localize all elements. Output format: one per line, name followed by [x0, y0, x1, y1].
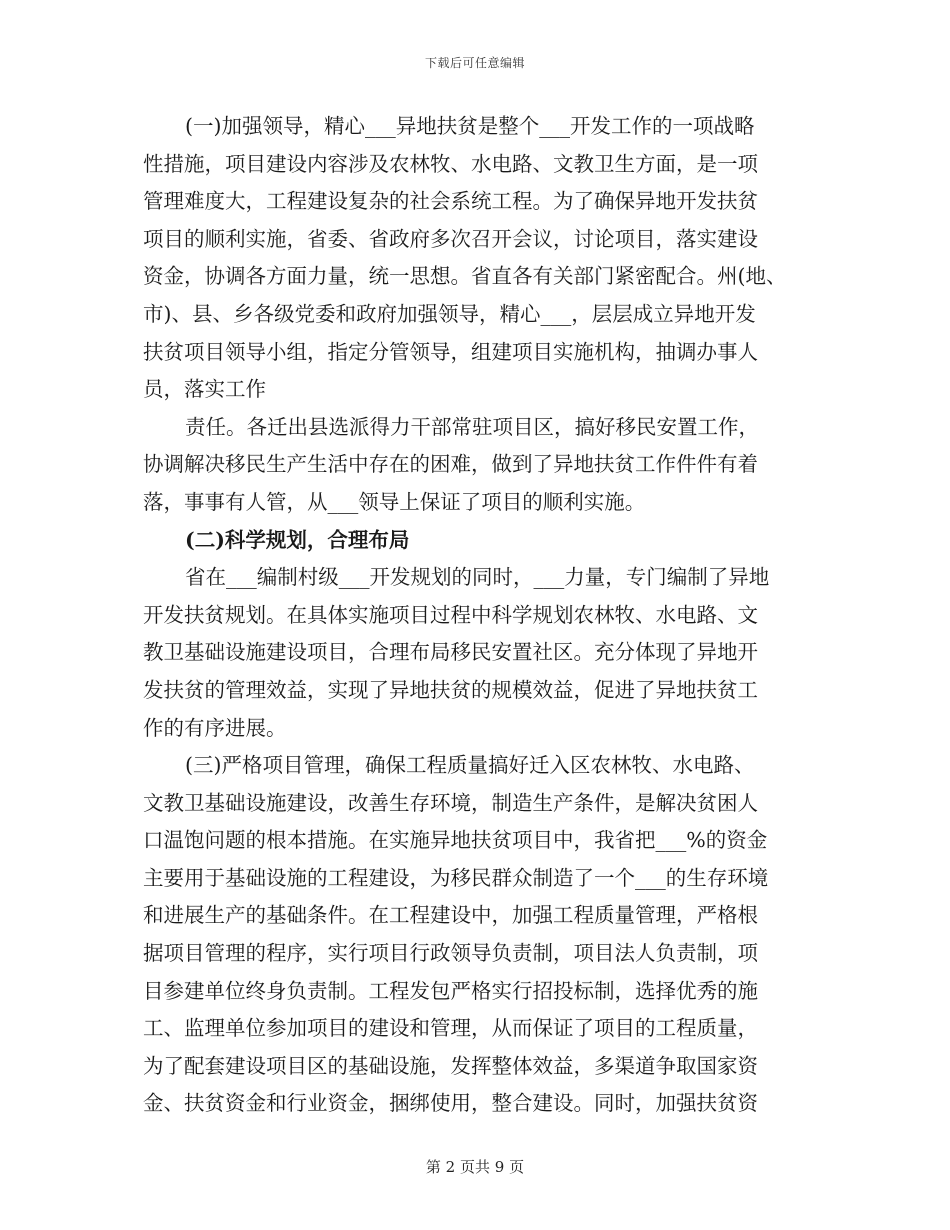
body-text-line: 作的有序进展。	[143, 715, 287, 740]
body-text-line: 主要用于基础设施的工程建设，为移民群众制造了一个___的生存环境	[143, 865, 769, 890]
body-text-line: 教卫基础设施建设项目，合理布局移民安置社区。充分体现了异地开	[143, 640, 758, 665]
body-text-line: 员，落实工作	[143, 377, 266, 402]
body-text-line: 资金，协调各方面力量，统一思想。省直各有关部门紧密配合。州(地、	[143, 264, 787, 289]
body-text-line: 目参建单位终身负责制。工程发包严格实行招投标制，选择优秀的施	[143, 978, 758, 1003]
body-text-line: 为了配套建设项目区的基础设施，发挥整体效益，多渠道争取国家资	[143, 1053, 758, 1078]
body-text-line: 省在___编制村级___开发规划的同时，___力量，专门编制了异地	[185, 565, 770, 590]
body-text-line: 落，事事有人管，从___领导上保证了项目的顺利实施。	[143, 489, 646, 514]
body-text-line: 口温饱问题的根本措施。在实施异地扶贫项目中，我省把___%的资金	[143, 828, 768, 853]
body-text-line: 文教卫基础设施建设，改善生存环境，制造生产条件，是解决贫困人	[143, 790, 758, 815]
body-text-line: 发扶贫的管理效益，实现了异地扶贫的规模效益，促进了异地扶贫工	[143, 677, 758, 702]
body-text-line: 扶贫项目领导小组，指定分管领导，组建项目实施机构，抽调办事人	[143, 339, 758, 364]
page-number-footer: 第 2 页共 9 页	[425, 1158, 525, 1176]
body-text-line: 金、扶贫资金和行业资金，捆绑使用，整合建设。同时，加强扶贫资	[143, 1091, 758, 1116]
body-text-line: 项目的顺利实施，省委、省政府多次召开会议，讨论项目，落实建设	[143, 226, 758, 251]
body-text-line: 管理难度大，工程建设复杂的社会系统工程。为了确保异地开发扶贫	[143, 189, 758, 214]
body-text-line: 责任。各迁出县选派得力干部常驻项目区，搞好移民安置工作，	[185, 414, 759, 439]
document-body	[143, 108, 815, 1123]
body-text-line: 工、监理单位参加项目的建设和管理，从而保证了项目的工程质量，	[143, 1016, 758, 1041]
body-text-line: (三)严格项目管理，确保工程质量搞好迁入区农林牧、水电路、	[185, 753, 755, 778]
body-text-line: (一)加强领导，精心___异地扶贫是整个___开发工作的一项战略	[185, 114, 755, 138]
body-text-line: 市)、县、乡各级党委和政府加强领导，精心___，层层成立异地开发	[143, 301, 756, 326]
section-heading: (二)科学规划，合理布局	[185, 527, 410, 552]
body-text-line: 开发扶贫规划。在具体实施项目过程中科学规划农林牧、水电路、文	[143, 602, 758, 627]
body-text-line: 和进展生产的基础条件。在工程建设中，加强工程质量管理，严格根	[143, 903, 758, 928]
body-text-line: 协调解决移民生产生活中存在的困难，做到了异地扶贫工作件件有着	[143, 452, 758, 477]
body-text-line: 据项目管理的程序，实行项目行政领导负责制，项目法人负责制，项	[143, 941, 758, 966]
page-header-note: 下载后可任意编辑	[424, 56, 525, 70]
body-text-line: 性措施，项目建设内容涉及农林牧、水电路、文教卫生方面，是一项	[143, 151, 758, 176]
